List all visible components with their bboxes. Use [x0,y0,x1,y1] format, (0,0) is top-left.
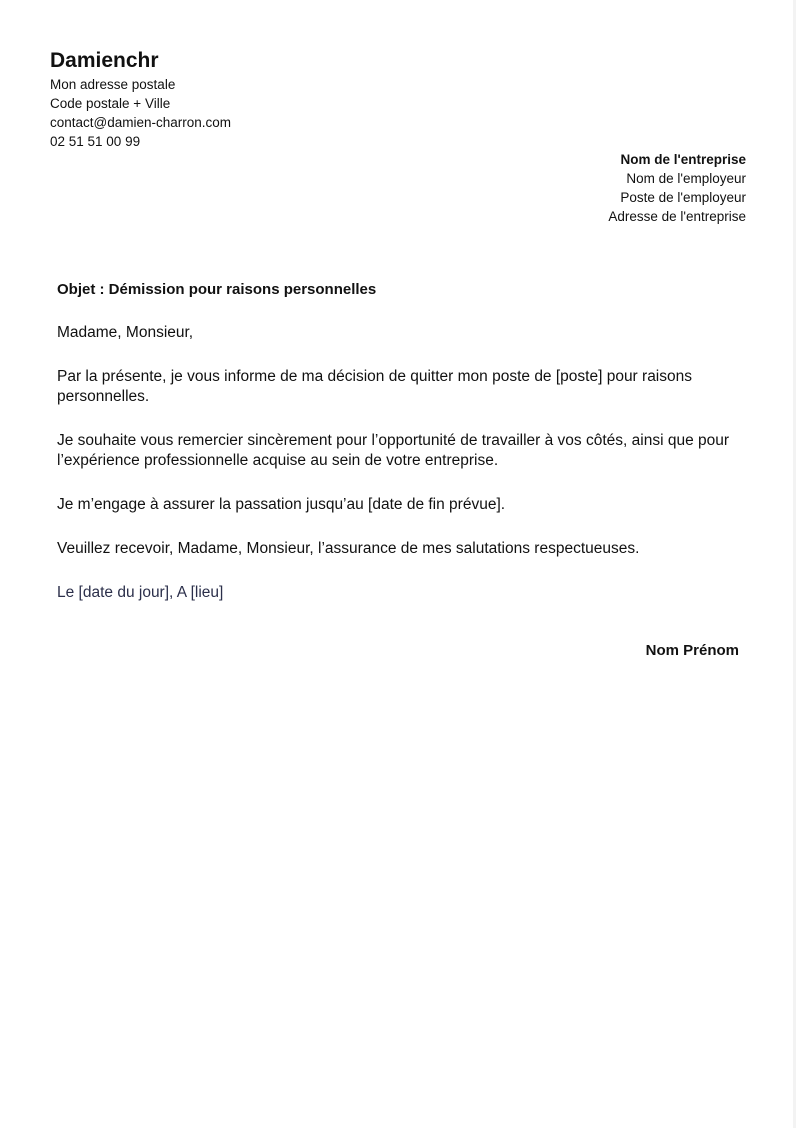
letter-body [57,280,737,603]
sender-block [50,48,370,151]
letter-signature: Nom Prénom [645,642,739,659]
letter-paragraph: Je m’engage à assurer la passation jusqu’au [date de fin prévue]. [57,496,506,513]
sender-name: Damienchr [50,49,159,72]
letter-salutation: Madame, Monsieur, [57,324,194,341]
letter-date-place: Le [date du jour], A [lieu] [57,584,224,601]
letter-paragraph: Par la présente, je vous informe de ma décision de quitter mon poste de [poste] pour raisons personnelles. [57,368,692,405]
letter-paragraph: Je souhaite vous remercier sincèrement pour l’opportunité de travailler à vos côtés, ainsi que pour l’expérience professionnelle acquise au sein de votre entreprise. [57,432,730,469]
sender-phone: 02 51 51 00 99 [50,134,141,149]
recipient-employer-name: Nom de l'employeur [626,171,746,186]
recipient-company-address: Adresse de l'entreprise [608,209,746,224]
sender-email: contact@damien-charron.com [50,115,232,130]
recipient-company: Nom de l'entreprise [620,152,746,167]
recipient-employer-position: Poste de l'employeur [620,190,746,205]
letter-subject: Objet : Démission pour raisons personnelles [57,281,377,298]
sender-postal-city: Code postale + Ville [50,96,171,111]
sender-address: Mon adresse postale [50,77,176,92]
recipient-block [426,150,746,226]
letter-closing: Veuillez recevoir, Madame, Monsieur, l’assurance de mes salutations respectueuses. [57,540,640,557]
